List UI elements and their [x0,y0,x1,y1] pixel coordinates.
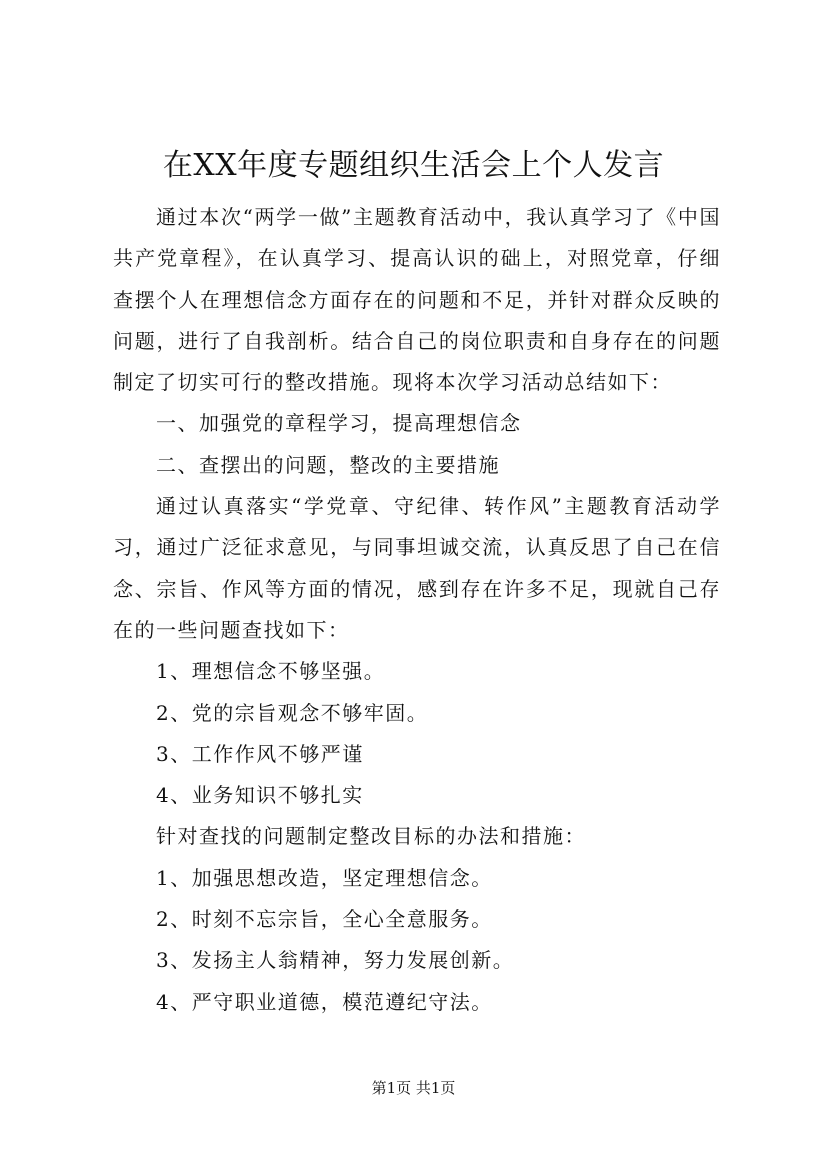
section-heading-1: 一、加强党的章程学习，提高理想信念 [156,411,522,436]
problem-item-2: 2、党的宗旨观念不够牢固。 [156,700,429,725]
page-footer: 第1页 共1页 [371,1079,456,1097]
measure-item-2: 2、时刻不忘宗旨，全心全意服务。 [156,907,493,932]
problems-paragraph: 通过认真落实“学党章、守纪律、转作风”主题教育活动学习，通过广泛征求意见，与同事坦诚交流，认真反思了自己在信念、宗旨、作风等方面的情况，感到存在许多不足，现就自己存在的一些问题查找如下： [113,494,721,642]
measure-item-4: 4、严守职业道德，模范遵纪守法。 [156,989,493,1014]
measure-item-3: 3、发扬主人翁精神，努力发展创新。 [156,948,515,973]
measure-item-1: 1、加强思想改造，坚定理想信念。 [156,865,493,890]
measures-intro: 针对查找的问题制定整改目标的办法和措施： [156,824,586,849]
intro-paragraph: 通过本次“两学一做”主题教育活动中，我认真学习了《中国共产党章程》，在认真学习、提高认识的础上，对照党章，仔细查摆个人在理想信念方面存在的问题和不足，并针对群众反映的问题，进行了自我剖析。结合自己的岗位职责和自身存在的问题制定了切实可行的整改措施。现将本次学习活动总结如下： [113,205,721,395]
document-body [113,197,721,1023]
document-title: 在XX年度专题组织生活会上个人发言 [162,148,665,183]
problem-item-1: 1、理想信念不够坚强。 [156,659,386,684]
problem-item-3: 3、工作作风不够严谨 [156,741,364,766]
section-heading-2: 二、查摆出的问题，整改的主要措施 [156,452,500,477]
problem-item-4: 4、业务知识不够扎实 [156,783,364,808]
